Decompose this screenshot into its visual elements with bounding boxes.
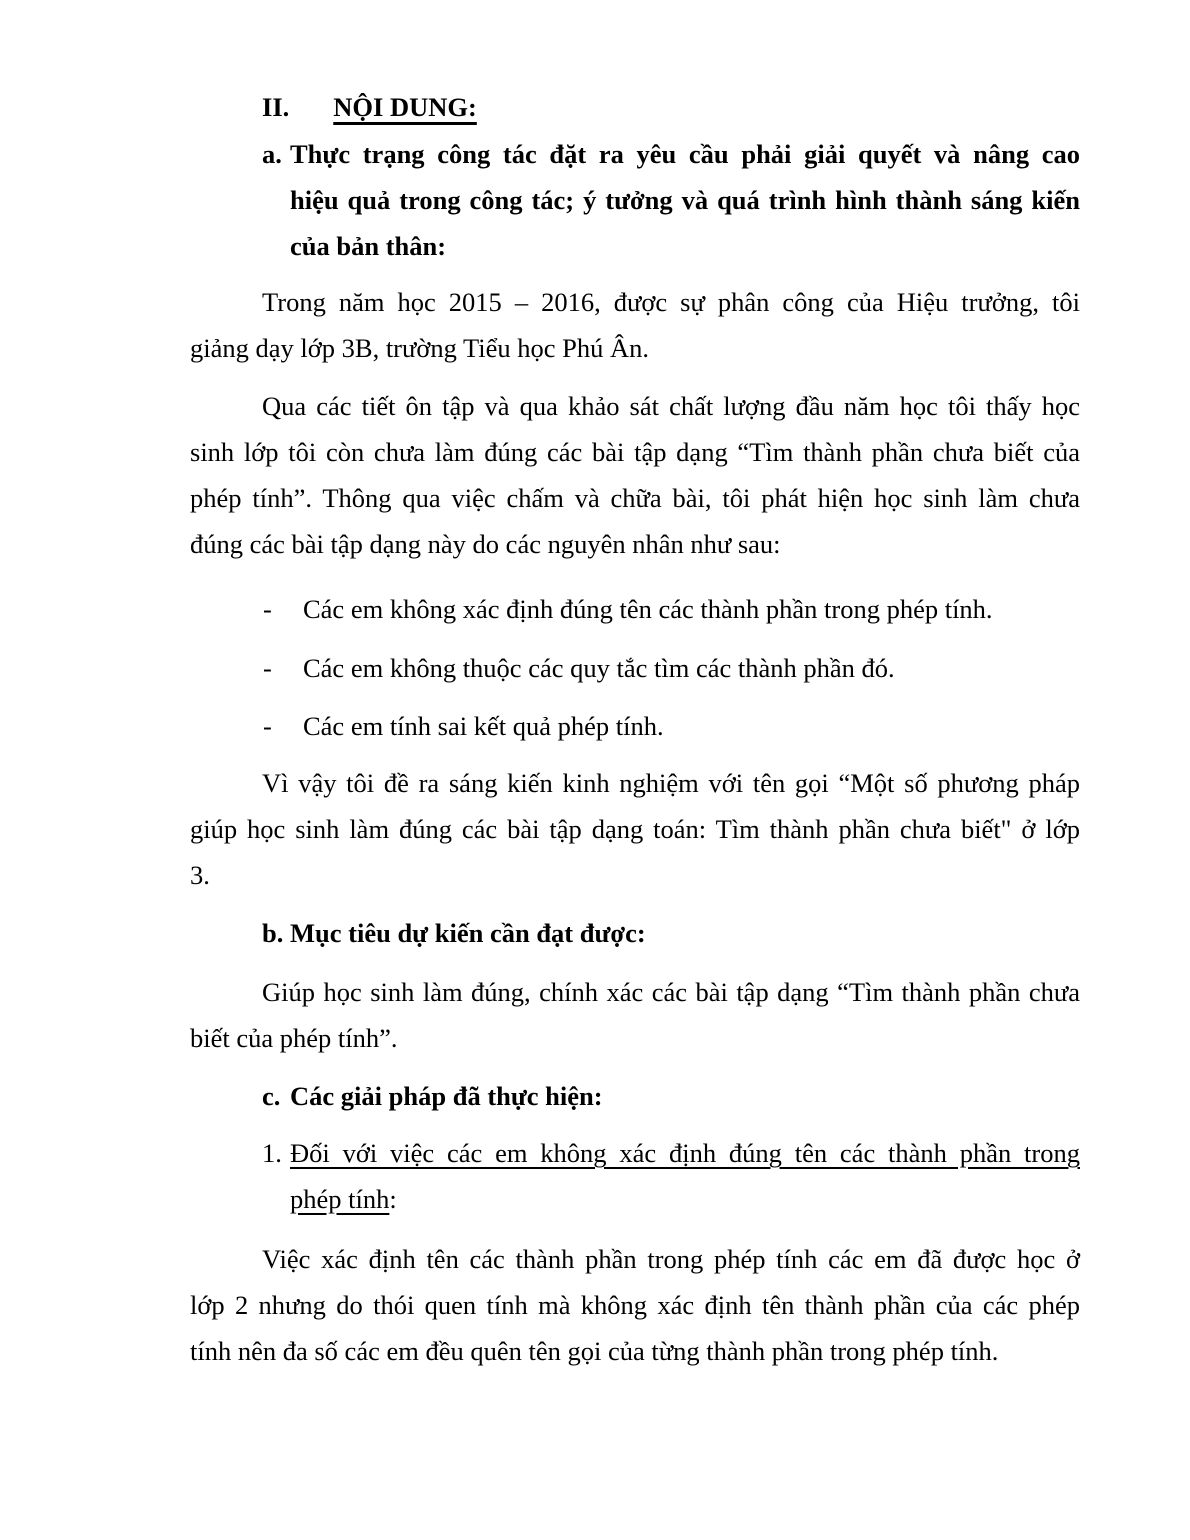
paragraph-line: 3. bbox=[190, 860, 210, 890]
numbered-item-marker: 1. bbox=[262, 1138, 282, 1168]
bullet-item bbox=[263, 586, 1080, 632]
subsection-a-marker: a. bbox=[262, 139, 282, 169]
bullet-dash: - bbox=[263, 594, 272, 624]
heading-line: hiệu quả trong công tác; ý tưởng và quá trình hình thành sáng kiến bbox=[290, 185, 1080, 215]
paragraph-solution-name bbox=[190, 760, 1080, 898]
numbered-item-line bbox=[290, 1176, 1080, 1222]
bullet-dash: - bbox=[263, 711, 272, 741]
subsection-b-heading bbox=[262, 910, 1080, 956]
heading-line: Mục tiêu dự kiến cần đạt được: bbox=[290, 918, 646, 948]
bullet-item bbox=[263, 703, 1080, 749]
paragraph-survey bbox=[190, 383, 1080, 567]
plain-text: : bbox=[389, 1184, 397, 1214]
subsection-c-marker: c. bbox=[262, 1081, 281, 1111]
bullet-text: Các em không xác định đúng tên các thành phần trong phép tính. bbox=[303, 594, 993, 624]
paragraph-line: Vì vậy tôi đề ra sáng kiến kinh nghiệm với tên gọi “Một số phương pháp bbox=[262, 768, 1080, 798]
section-heading bbox=[262, 84, 1080, 130]
heading-line: Các giải pháp đã thực hiện: bbox=[290, 1081, 603, 1111]
paragraph-line: Giúp học sinh làm đúng, chính xác các bài tập dạng “Tìm thành phần chưa bbox=[262, 977, 1080, 1007]
section-number: II. bbox=[262, 92, 290, 122]
subsection-a-heading bbox=[262, 131, 1080, 269]
numbered-item-1 bbox=[262, 1130, 1080, 1222]
underlined-text: Đối với việc các em không xác định đúng tên các thành phần trong bbox=[290, 1138, 1080, 1168]
paragraph-line: Việc xác định tên các thành phần trong phép tính các em đã được học ở bbox=[262, 1244, 1080, 1274]
underlined-text: phép tính bbox=[290, 1184, 390, 1214]
paragraph-detail bbox=[190, 1236, 1080, 1374]
bullet-item bbox=[263, 645, 1080, 691]
paragraph-line: Qua các tiết ôn tập và qua khảo sát chất lượng đầu năm học tôi thấy học bbox=[262, 391, 1080, 421]
paragraph-line: phép tính”. Thông qua việc chấm và chữa bài, tôi phát hiện học sinh làm chưa bbox=[190, 483, 1080, 513]
bullet-text: Các em không thuộc các quy tắc tìm các thành phần đó. bbox=[303, 653, 895, 683]
paragraph-line: giúp học sinh làm đúng các bài tập dạng toán: Tìm thành phần chưa biết" ở lớp bbox=[190, 814, 1080, 844]
paragraph-line: biết của phép tính”. bbox=[190, 1023, 398, 1053]
paragraph-line: đúng các bài tập dạng này do các nguyên nhân như sau: bbox=[190, 529, 781, 559]
paragraph-line: lớp 2 nhưng do thói quen tính mà không xác định tên thành phần của các phép bbox=[190, 1290, 1080, 1320]
numbered-item-line bbox=[290, 1130, 1080, 1176]
paragraph-line: giảng dạy lớp 3B, trường Tiểu học Phú Ân. bbox=[190, 333, 650, 363]
bullet-text: Các em tính sai kết quả phép tính. bbox=[303, 711, 664, 741]
paragraph-line: sinh lớp tôi còn chưa làm đúng các bài tập dạng “Tìm thành phần chưa biết của bbox=[190, 437, 1080, 467]
section-title: NỘI DUNG: bbox=[333, 92, 477, 122]
paragraph-line: tính nên đa số các em đều quên tên gọi của từng thành phần trong phép tính. bbox=[190, 1336, 999, 1366]
paragraph-intro bbox=[190, 279, 1080, 371]
bullet-dash: - bbox=[263, 653, 272, 683]
subsection-c-heading bbox=[262, 1073, 1080, 1119]
heading-line: của bản thân: bbox=[290, 231, 447, 261]
subsection-b-marker: b. bbox=[262, 918, 284, 948]
paragraph-line: Trong năm học 2015 – 2016, được sự phân công của Hiệu trưởng, tôi bbox=[262, 287, 1080, 317]
paragraph-goal bbox=[190, 969, 1080, 1061]
heading-line: Thực trạng công tác đặt ra yêu cầu phải giải quyết và nâng cao bbox=[290, 139, 1080, 169]
